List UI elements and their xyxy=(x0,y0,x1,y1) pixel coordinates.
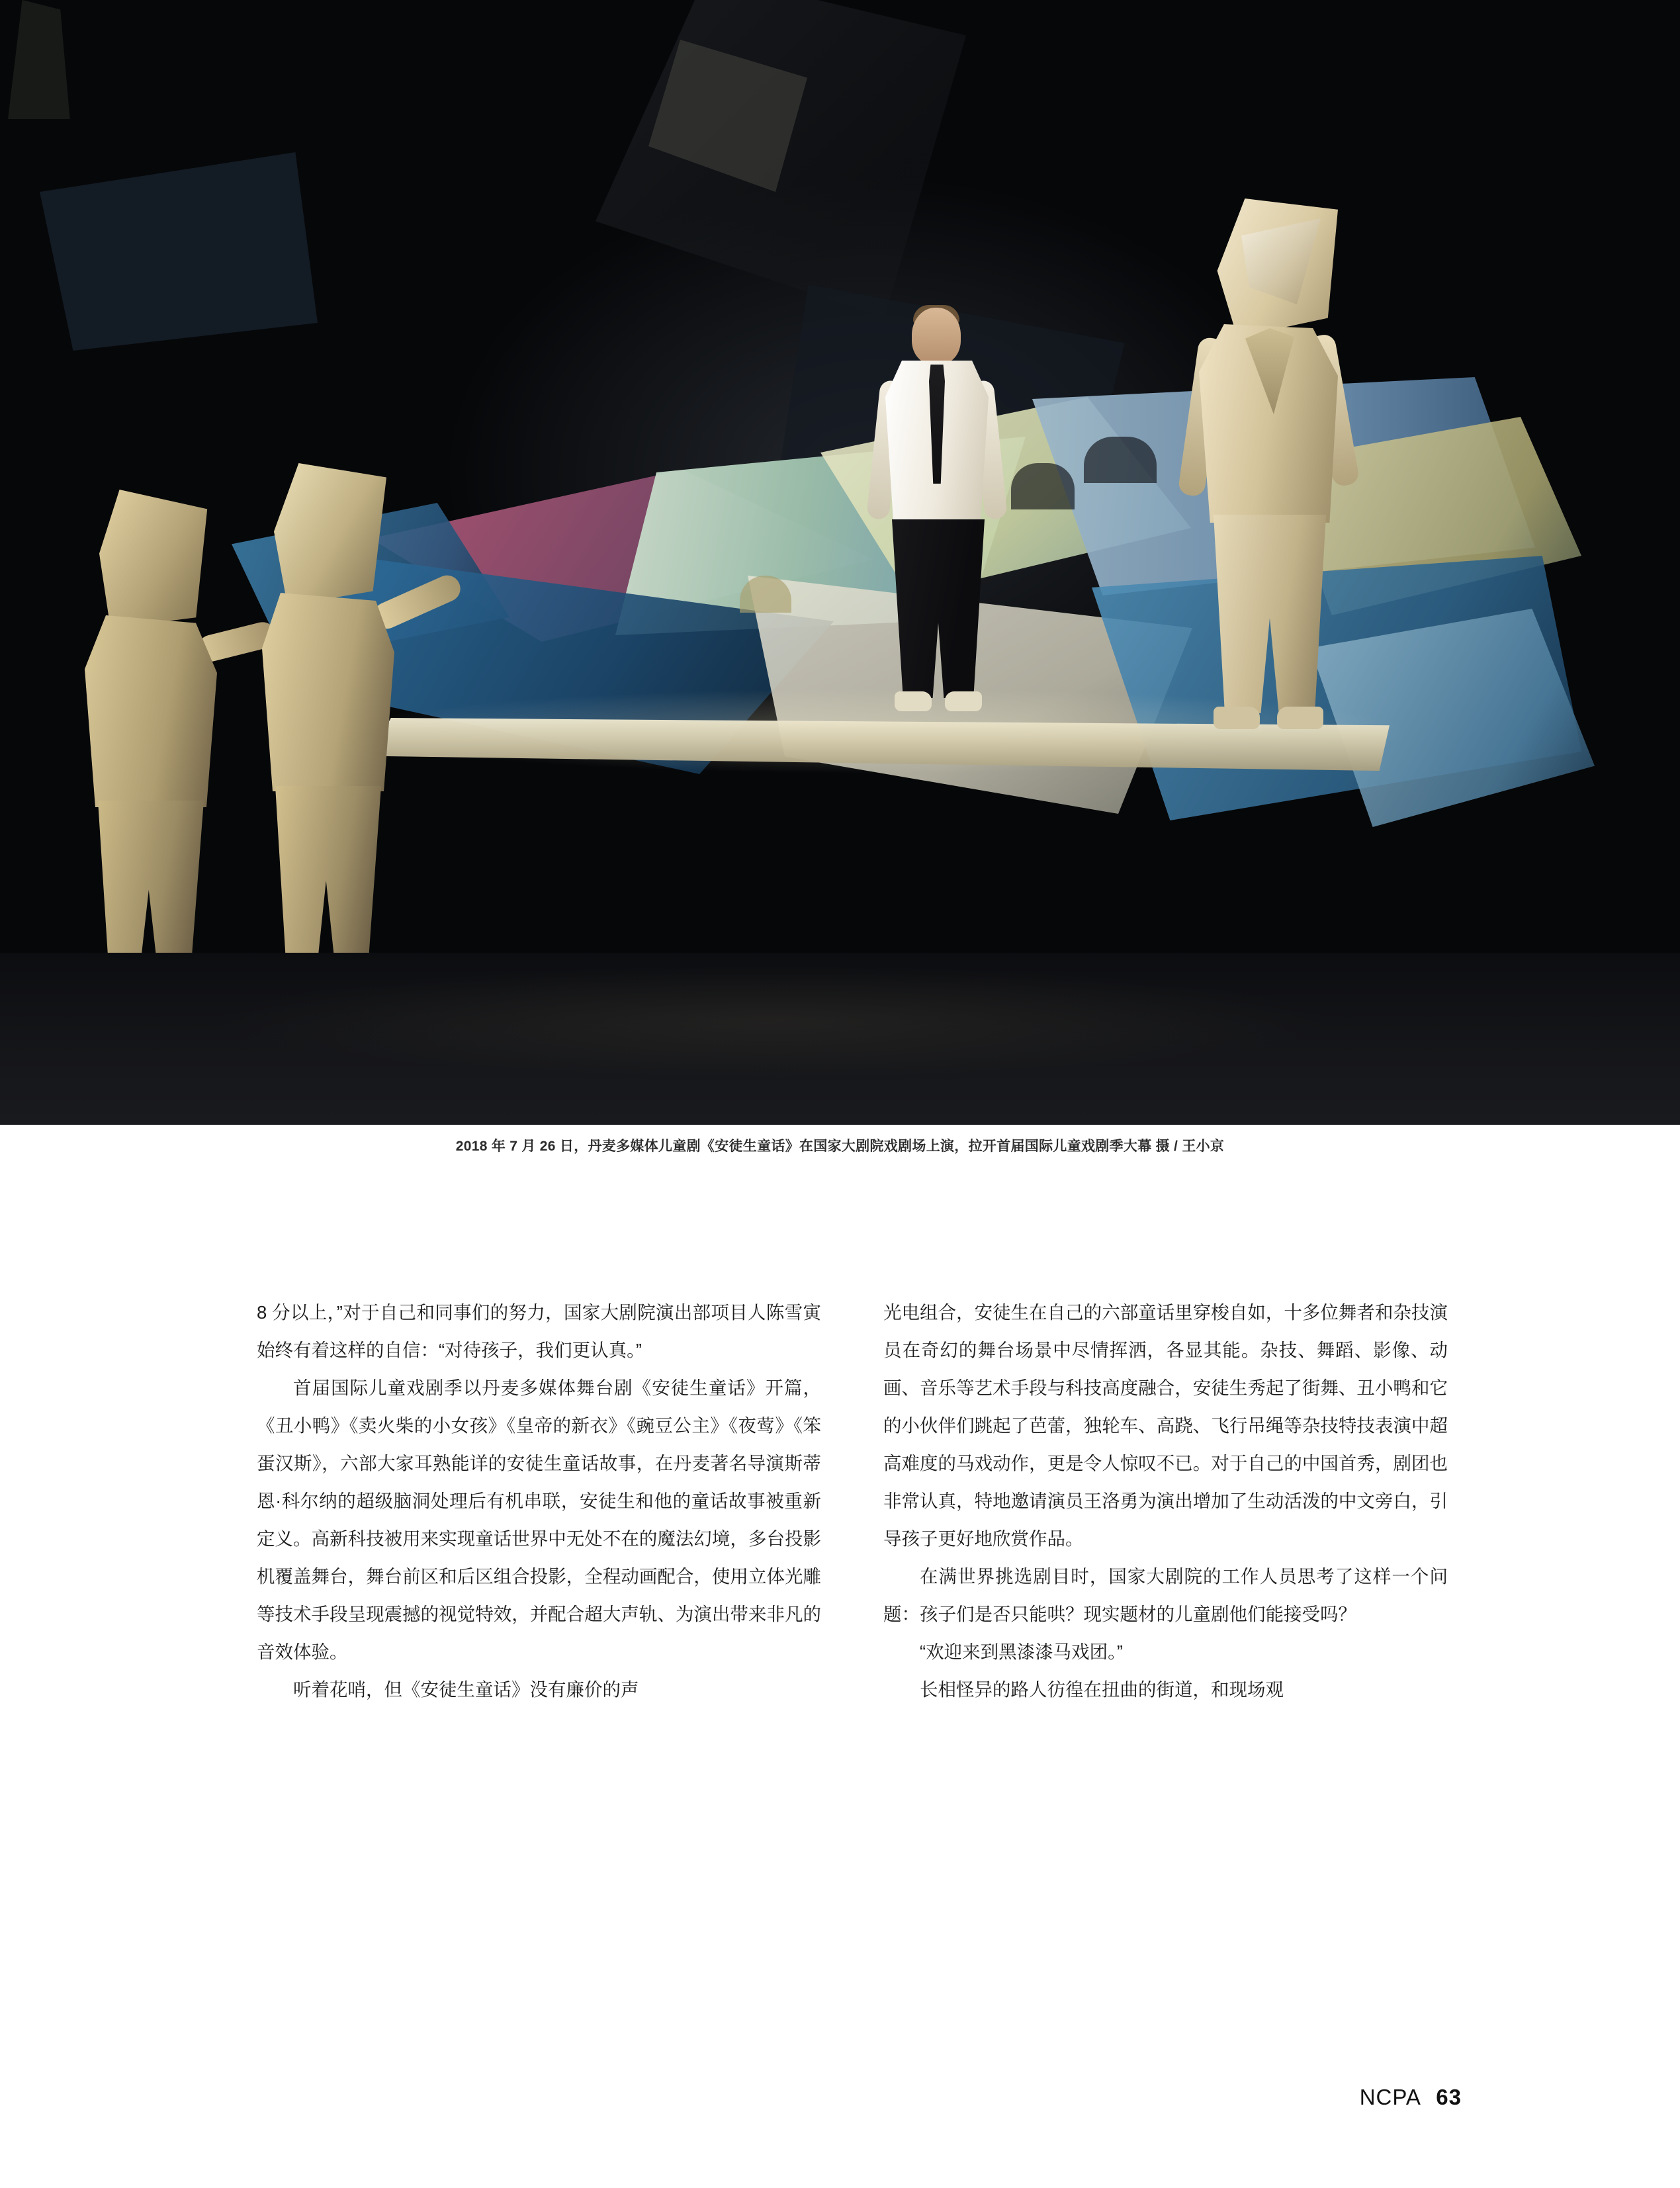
performer-center-shoe-right xyxy=(945,691,982,711)
paragraph: 在满世界挑选剧目时，国家大剧院的工作人员思考了这样一个问题：孩子们是否只能哄？现实题材的儿童剧他们能接受吗？ xyxy=(883,1566,1448,1624)
stage-shadow-figure-1-head xyxy=(1011,463,1075,509)
performer-left-2-legs xyxy=(275,786,381,961)
performer-paperbag-left-2 xyxy=(258,463,423,966)
article-column-left xyxy=(257,1293,821,1708)
paragraph: 光电组合，安徒生在自己的六部童话里穿梭自如，十多位舞者和杂技演员在奇幻的舞台场景中尽情挥洒，各显其能。杂技、舞蹈、影像、动画、音乐等艺术手段与科技高度融合，安徒生秀起了街舞、丑小鸭和它的小伙伴们跳起了芭蕾，独轮车、高跷、飞行吊绳等杂技特技表演中超高难度的马戏动作，更是令人惊叹不已。对于自己的中国首秀，剧团也非常认真，特地邀请演员王洛勇为演出增加了生动活泼的中文旁白，引导孩子更好地欣赏作品。 xyxy=(883,1302,1448,1549)
performer-right-pants xyxy=(1214,515,1326,713)
photo-caption: 2018 年 7 月 26 日，丹麦多媒体儿童剧《安徒生童话》在国家大剧院戏剧场上演，拉开首届国际儿童戏剧季大幕 摄 / 王小京 xyxy=(455,1139,1225,1154)
paragraph: 8 分以上，”对于自己和同事们的努力，国家大剧院演出部项目人陈雪寅始终有着这样的自信：“对待孩子，我们更认真。” xyxy=(257,1302,821,1360)
performer-center-shoe-left xyxy=(895,691,932,711)
paragraph: 首届国际儿童戏剧季以丹麦多媒体舞台剧《安徒生童话》开篇，《丑小鸭》《卖火柴的小女孩》《皇帝的新衣》《豌豆公主》《夜莺》《笨蛋汉斯》，六部大家耳熟能详的安徒生童话故事，在丹麦著名导演斯蒂恩·科尔纳的超级脑洞处理后有机串联，安徒生和他的童话故事被重新定义。高新科技被用来实现童话世界中无处不在的魔法幻境，多台投影机覆盖舞台，舞台前区和后区组合投影，全程动画配合，使用立体光雕等技术手段呈现震撼的视觉特效，并配合超大声轨、为演出带来非凡的音效体验。 xyxy=(257,1378,821,1662)
paragraph: “欢迎来到黑漆漆马戏团。” xyxy=(920,1641,1124,1662)
backdrop-polygon-3 xyxy=(40,152,318,351)
paragraph: 长相怪异的路人彷徨在扭曲的街道，和现场观 xyxy=(920,1679,1284,1700)
page-footer xyxy=(1360,2085,1462,2110)
performer-center-head xyxy=(912,308,961,365)
performer-center-trousers xyxy=(892,519,985,698)
article-body xyxy=(257,1293,1448,1708)
performer-right-shoe-right xyxy=(1277,707,1323,729)
article-column-right xyxy=(883,1293,1448,1708)
stage-shadow-figure-2-head xyxy=(1084,437,1157,483)
publication-name: NCPA xyxy=(1359,2085,1421,2109)
performer-left-1-body xyxy=(85,615,217,807)
stage-floor xyxy=(0,953,1680,1125)
stage-shadow-small xyxy=(0,0,79,119)
performer-paperbag-right xyxy=(1184,198,1370,748)
performer-center xyxy=(860,308,1019,731)
performer-left-2-body xyxy=(262,593,394,791)
paragraph: 听着花哨，但《安徒生童话》没有廉价的声 xyxy=(293,1679,639,1700)
performer-left-2-paper-bag-head xyxy=(274,463,386,605)
page-number: 63 xyxy=(1436,2085,1462,2109)
performer-right-shoe-left xyxy=(1214,707,1260,729)
performer-paperbag-left-1 xyxy=(79,490,245,973)
performer-left-1-paper-bag-head xyxy=(99,490,212,629)
performer-left-1-legs xyxy=(98,801,204,966)
